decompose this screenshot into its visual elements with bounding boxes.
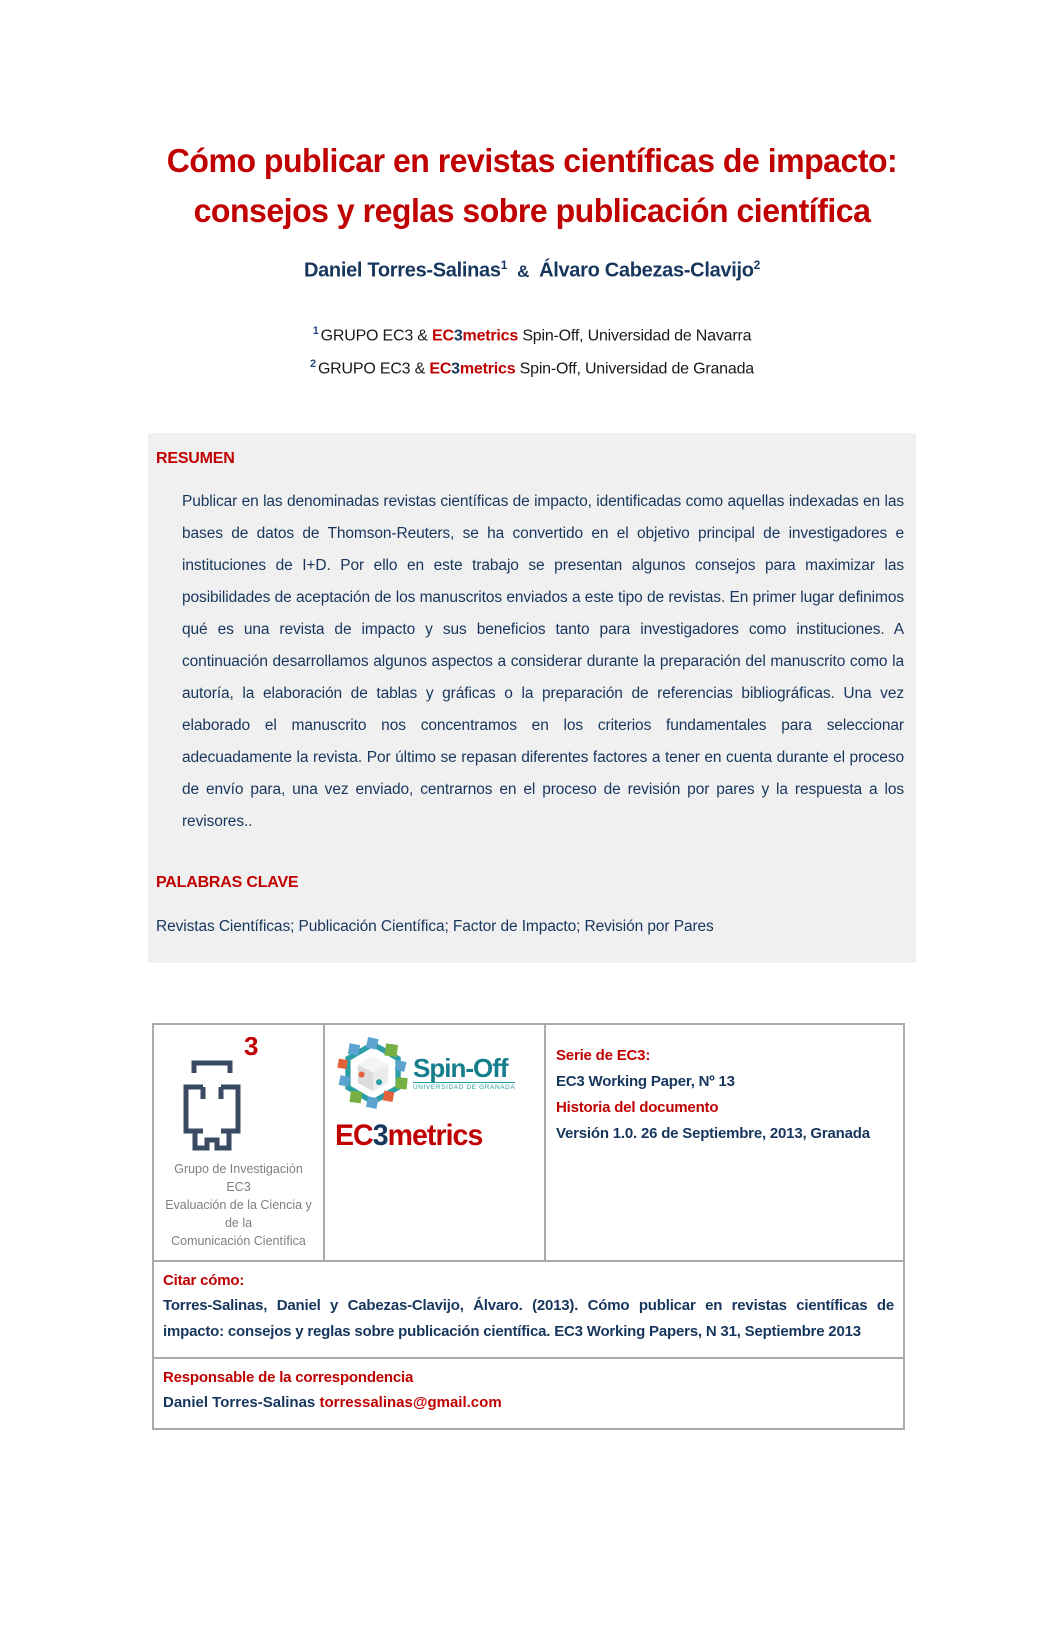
brand-metrics: metrics — [387, 1119, 483, 1153]
svg-text:3: 3 — [244, 1037, 259, 1062]
abstract-section — [148, 433, 916, 963]
ec3-caption — [162, 1160, 315, 1250]
brand-metrics: metrics — [459, 360, 516, 378]
title-line-2: consejos y reglas sobre publicación científica — [193, 192, 871, 229]
cite-heading: Citar cómo: — [163, 1272, 245, 1290]
cite-text: Torres-Salinas, Daniel y Cabezas-Clavijo, Álvaro. (2013). Cómo publicar en revistas científicas de impacto: consejos y reglas sobre publicación científica. EC3 Working Papers, N 31, Septiembre 2013 — [163, 1297, 894, 1341]
abstract-heading: RESUMEN — [156, 450, 235, 468]
author-2: Álvaro Cabezas-Clavijo — [539, 259, 754, 282]
correspondence-heading: Responsable de la correspondencia — [163, 1369, 414, 1387]
correspondence-row — [154, 1357, 903, 1428]
affiliation-1-text: GRUPO EC3 & — [320, 326, 433, 344]
spinoff-wordmark — [413, 1055, 515, 1091]
ec3-group-cell — [154, 1025, 325, 1260]
spinoff-logo — [335, 1035, 538, 1111]
version-line: Versión 1.0. 26 de Septiembre, 2013, Granada — [556, 1125, 870, 1143]
correspondence-line — [163, 1390, 894, 1416]
info-table — [152, 1023, 905, 1430]
brand-metrics: metrics — [462, 326, 519, 344]
brand-3: 3 — [372, 1119, 388, 1153]
affiliation-2 — [148, 350, 916, 383]
affiliation-1 — [148, 317, 916, 350]
series-heading: Serie de EC3: — [556, 1047, 651, 1065]
brand-3: 3 — [451, 360, 460, 378]
affiliation-2-text: GRUPO EC3 & — [317, 360, 430, 378]
affiliation-1-superscript: 1 — [312, 324, 319, 337]
ec3-caption-line: Comunicación Científica — [171, 1234, 306, 1249]
ec3metrics-wordmark — [335, 1119, 528, 1153]
history-heading: Historia del documento — [556, 1099, 719, 1117]
keywords-text: Revistas Científicas; Publicación Científica; Factor de Impacto; Revisión por Pares — [156, 918, 714, 936]
series-cell — [546, 1025, 903, 1260]
brand-ec: EC — [335, 1119, 373, 1153]
page-content — [148, 136, 916, 1430]
ec3-caption-line: Grupo de Investigación EC3 — [174, 1162, 303, 1195]
series-number: EC3 Working Paper, Nº 13 — [556, 1073, 735, 1091]
author-1: Daniel Torres-Salinas — [303, 259, 501, 282]
authors-separator: & — [517, 261, 530, 281]
brand-ec: EC — [432, 326, 454, 344]
spinoff-title: Spin-Off — [413, 1053, 508, 1084]
affiliation-2-superscript: 2 — [310, 357, 316, 370]
correspondence-name: Daniel Torres-Salinas — [163, 1394, 320, 1412]
abstract-text: Publicar en las denominadas revistas científicas de impacto, identificadas como aquellas indexadas en las bases de datos de Thomson-Reuters, se ha convertido en el objetivo principal de investigadores e instituciones de I+D. Por ello en este trabajo se presentan algunos consejos para maximizar las posibilidades de aceptación de los manuscritos enviados a este tipo de revistas. En primer lugar definimos qué es una revista de impacto y sus beneficios tanto para investigadores como instituciones. A continuación desarrollamos algunos aspectos a considerar durante la preparación del manuscrito como la autoría, la elaboración de tablas y gráficas o la preparación de referencias bibliográficas. Una vez elaborado el manuscrito nos concentramos en los criterios fundamentales para seleccionar adecuadamente la revista. Por último se repasan diferentes factores a tener en cuenta durante el proceso de envío para, una vez enviado, centrarnos en el proceso de revisión por pares y la respuesta a los revisores.. — [182, 493, 904, 831]
affiliation-2-tail: Spin-Off, Universidad de Granada — [515, 360, 754, 378]
author-1-superscript: 1 — [500, 258, 508, 272]
spinoff-cell — [325, 1025, 546, 1260]
spinoff-hexagon-icon — [335, 1035, 411, 1111]
title-line-1: Cómo publicar en revistas científicas de impacto: — [166, 142, 898, 179]
ec3-caption-line: Evaluación de la Ciencia y de la — [165, 1198, 312, 1231]
correspondence-email-link[interactable]: torressalinas@gmail.com — [319, 1394, 502, 1412]
logo-row — [154, 1025, 903, 1260]
affiliation-1-tail: Spin-Off, Universidad de Navarra — [518, 326, 752, 344]
keywords-heading: PALABRAS CLAVE — [156, 874, 299, 892]
page-title — [160, 136, 905, 236]
spinoff-subtext: UNIVERSIDAD DE GRANADA — [413, 1084, 516, 1092]
affiliations — [148, 317, 916, 384]
ec3-robot-logo-icon — [162, 1037, 262, 1152]
author-2-superscript: 2 — [753, 258, 761, 272]
brand-ec: EC — [429, 360, 452, 378]
authors-line — [148, 258, 916, 283]
cite-row — [154, 1260, 903, 1357]
brand-3: 3 — [453, 326, 463, 344]
